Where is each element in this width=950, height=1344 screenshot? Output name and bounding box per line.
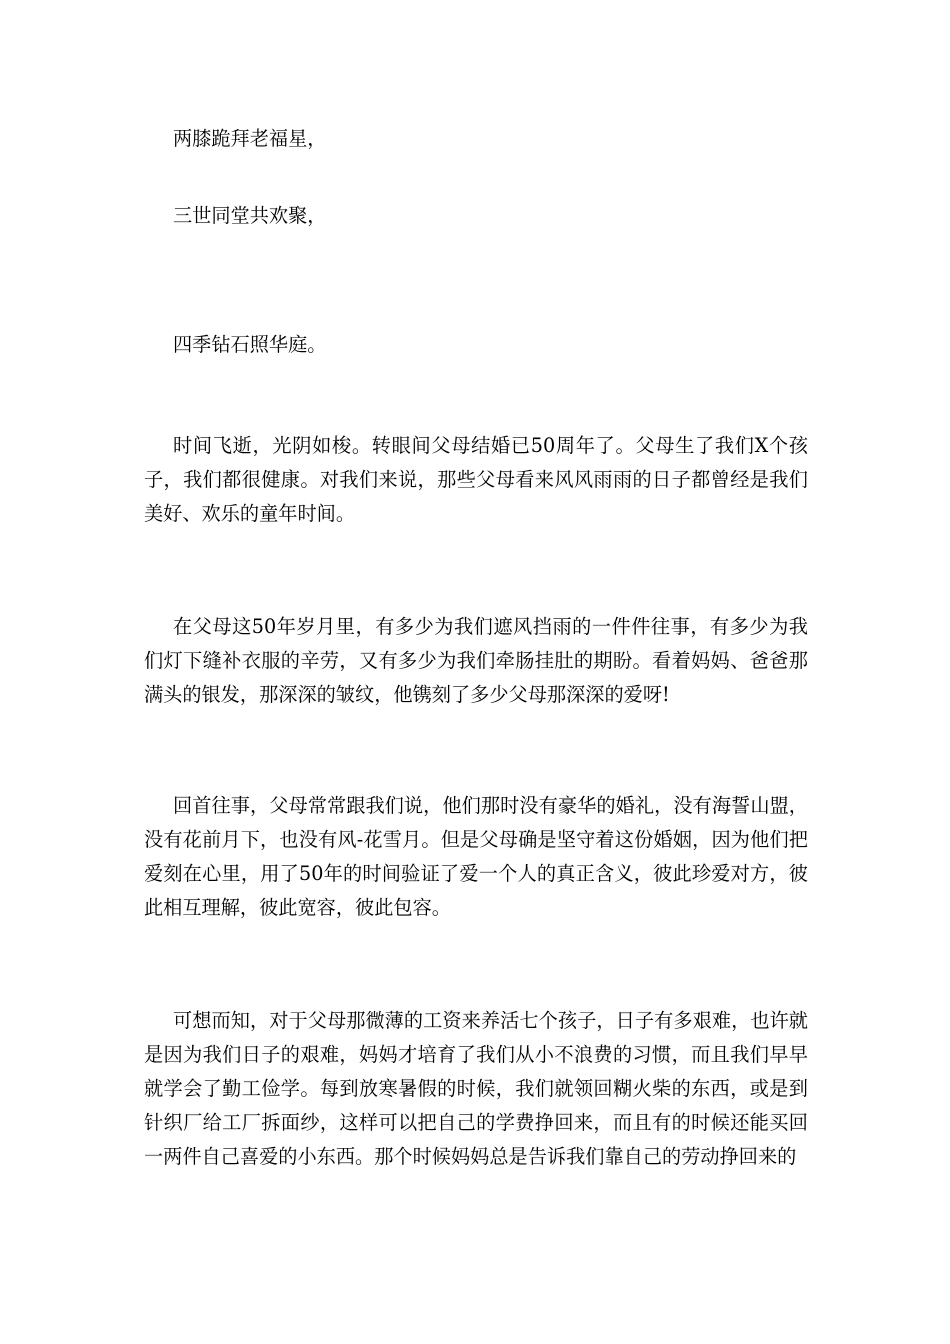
paragraph-hardship: 可想而知，对于父母那微薄的工资来养活七个孩子，日子有多艰难，也许就是因为我们日子的艰难，妈妈才培育了我们从小不浪费的习惯，而且我们早早就学会了勤工俭学。每到放寒暑假的时候，我们就领回糊火柴的东西，或是到针织厂给工厂拆面纱，这样可以把自己的学费挣回来，而且有的时候还能买回一两件自己喜爱的小东西。那个时候妈妈总是告诉我们靠自己的劳动挣回来的 xyxy=(144,1009,808,1168)
paragraph-fifty-years: 在父母这50年岁月里，有多少为我们遮风挡雨的一件件往事，有多少为我们灯下缝补衣服的辛劳，又有多少为我们牵肠挂肚的期盼。看着妈妈、爸爸那满头的银发，那深深的皱纹，他镌刻了多少父母那深深的爱呀! xyxy=(144,615,808,706)
poem-line-3: 四季钻石照华庭。 xyxy=(173,333,327,356)
poem-line-2: 三世同堂共欢聚， xyxy=(173,204,327,227)
paragraph-looking-back: 回首往事，父母常常跟我们说，他们那时没有豪华的婚礼，没有海誓山盟，没有花前月下，也没有风-花雪月。但是父母确是坚守着这份婚姻，因为他们把爱刻在心里，用了50年的时间验证了爱一个人的真正含义，彼此珍爱对方，彼此相互理解，彼此宽容，彼此包容。 xyxy=(144,794,808,919)
poem-line-1: 两膝跪拜老福星， xyxy=(173,127,327,150)
paragraph-time-flies: 时间飞逝，光阴如梭。转眼间父母结婚已50周年了。父母生了我们X个孩子，我们都很健康。对我们来说，那些父母看来风风雨雨的日子都曾经是我们美好、欢乐的童年时间。 xyxy=(144,434,808,525)
